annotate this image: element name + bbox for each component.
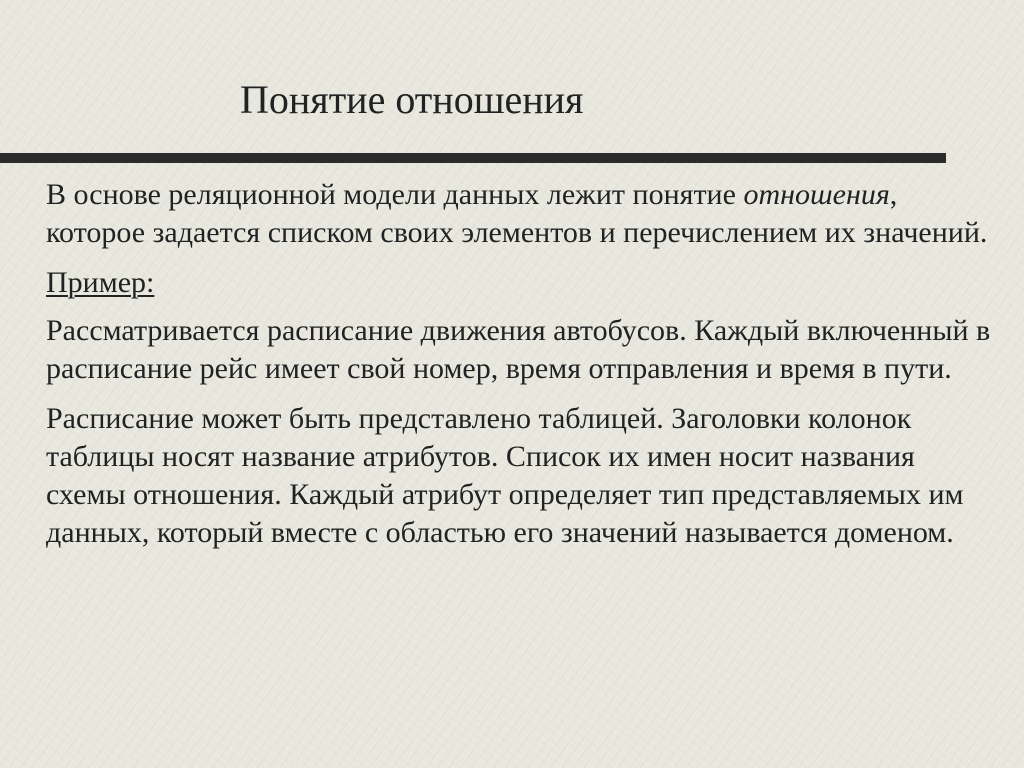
table-description-paragraph: Расписание может быть представлено таблицей. Заголовки колонок таблицы носят название атрибутов. Список их имен носит названия схемы отношения. Каждый атрибут определяет тип представляемых им данных, который вместе с областью его значений называется доменом.: [46, 402, 964, 549]
intro-emphasis: отношения: [743, 178, 890, 211]
example-label: Пример:: [46, 266, 155, 299]
bus-schedule-paragraph: Рассматривается расписание движения автобусов. Каждый включенный в расписание рейс имеет свой номер, время отправления и время в пути.: [46, 314, 991, 385]
intro-paragraph: [46, 176, 996, 252]
example-label-paragraph: [46, 264, 996, 302]
intro-text-after: , которое задается списком своих элементов и перечислением их значений.: [46, 178, 988, 249]
slide-title: Понятие отношения: [240, 77, 584, 122]
title-divider: [0, 153, 946, 163]
intro-text-before: В основе реляционной модели данных лежит понятие: [46, 178, 744, 211]
slide-body: [46, 176, 996, 564]
